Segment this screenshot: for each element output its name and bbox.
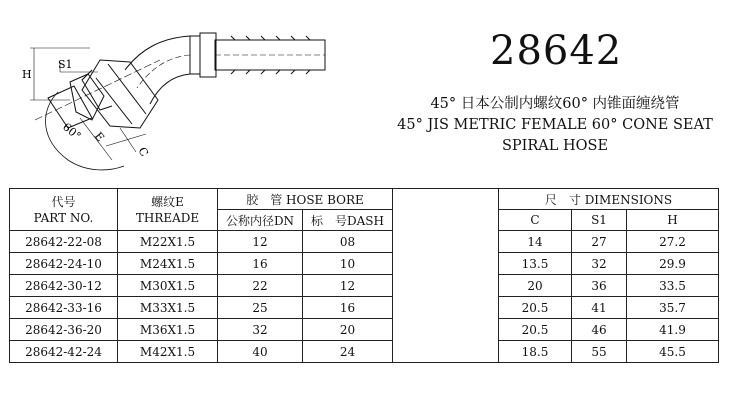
spec-table — [9, 188, 719, 363]
table-row — [10, 231, 719, 253]
table-row — [10, 319, 719, 341]
cell-h: 29.9 — [627, 253, 719, 275]
header-dn: 公称内径DN — [218, 210, 303, 231]
table-gap-column — [393, 189, 499, 363]
table-header-row-1 — [10, 189, 719, 210]
cell-c: 20.5 — [499, 319, 572, 341]
label-c: C — [135, 145, 151, 159]
cell-dn: 40 — [218, 341, 303, 363]
label-e: E — [91, 129, 107, 145]
cell-part: 28642-33-16 — [10, 297, 118, 319]
header-dimensions: 尺 寸 DIMENSIONS — [499, 189, 719, 210]
cell-dash: 24 — [303, 341, 393, 363]
label-angle: 60° — [60, 120, 84, 143]
label-h: H — [22, 68, 32, 81]
cell-c: 13.5 — [499, 253, 572, 275]
label-s1: S1 — [58, 58, 73, 71]
header-dash: 标 号DASH — [303, 210, 393, 231]
cell-dash: 16 — [303, 297, 393, 319]
cell-s1: 41 — [572, 297, 627, 319]
table-row — [10, 275, 719, 297]
cell-h: 41.9 — [627, 319, 719, 341]
cell-h: 35.7 — [627, 297, 719, 319]
cell-thread: M30X1.5 — [118, 275, 218, 297]
cell-part: 28642-36-20 — [10, 319, 118, 341]
cell-part: 28642-22-08 — [10, 231, 118, 253]
cell-dash: 08 — [303, 231, 393, 253]
table-row — [10, 297, 719, 319]
cell-thread: M42X1.5 — [118, 341, 218, 363]
cell-thread: M36X1.5 — [118, 319, 218, 341]
table-row — [10, 253, 719, 275]
header-thread-cn: 螺纹E — [151, 194, 184, 209]
title-english-line1: 45° JIS METRIC FEMALE 60° CONE SEAT — [397, 117, 713, 133]
cell-dn: 22 — [218, 275, 303, 297]
cell-dn: 25 — [218, 297, 303, 319]
cell-dn: 16 — [218, 253, 303, 275]
cell-dash: 10 — [303, 253, 393, 275]
cell-c: 14 — [499, 231, 572, 253]
cell-c: 20.5 — [499, 297, 572, 319]
cell-s1: 36 — [572, 275, 627, 297]
cell-dash: 12 — [303, 275, 393, 297]
header-h: H — [627, 210, 719, 231]
cell-dn: 12 — [218, 231, 303, 253]
cell-part: 28642-42-24 — [10, 341, 118, 363]
cell-dn: 32 — [218, 319, 303, 341]
header-thread-cell — [118, 189, 218, 231]
cell-s1: 27 — [572, 231, 627, 253]
header-part-en: PART NO. — [33, 210, 94, 225]
fitting-drawing — [0, 0, 400, 190]
header-s1: S1 — [572, 210, 627, 231]
header-c: C — [499, 210, 572, 231]
cell-part: 28642-30-12 — [10, 275, 118, 297]
cell-c: 20 — [499, 275, 572, 297]
header-thread-en: THREADE — [135, 210, 200, 225]
header-part-cell — [10, 189, 118, 231]
cell-c: 18.5 — [499, 341, 572, 363]
cell-s1: 55 — [572, 341, 627, 363]
cell-h: 27.2 — [627, 231, 719, 253]
cell-h: 45.5 — [627, 341, 719, 363]
cell-thread: M22X1.5 — [118, 231, 218, 253]
cell-s1: 32 — [572, 253, 627, 275]
table-row — [10, 341, 719, 363]
title-chinese: 45° 日本公制内螺纹60° 内锥面缠绕管 — [430, 96, 680, 112]
part-number: 28642 — [490, 28, 623, 74]
cell-thread: M24X1.5 — [118, 253, 218, 275]
title-english-line2: SPIRAL HOSE — [501, 138, 609, 154]
header-part-cn: 代号 — [51, 194, 76, 209]
cell-thread: M33X1.5 — [118, 297, 218, 319]
cell-dash: 20 — [303, 319, 393, 341]
cell-s1: 46 — [572, 319, 627, 341]
cell-h: 33.5 — [627, 275, 719, 297]
cell-part: 28642-24-10 — [10, 253, 118, 275]
header-hose-bore: 胶 管 HOSE BORE — [218, 189, 393, 210]
